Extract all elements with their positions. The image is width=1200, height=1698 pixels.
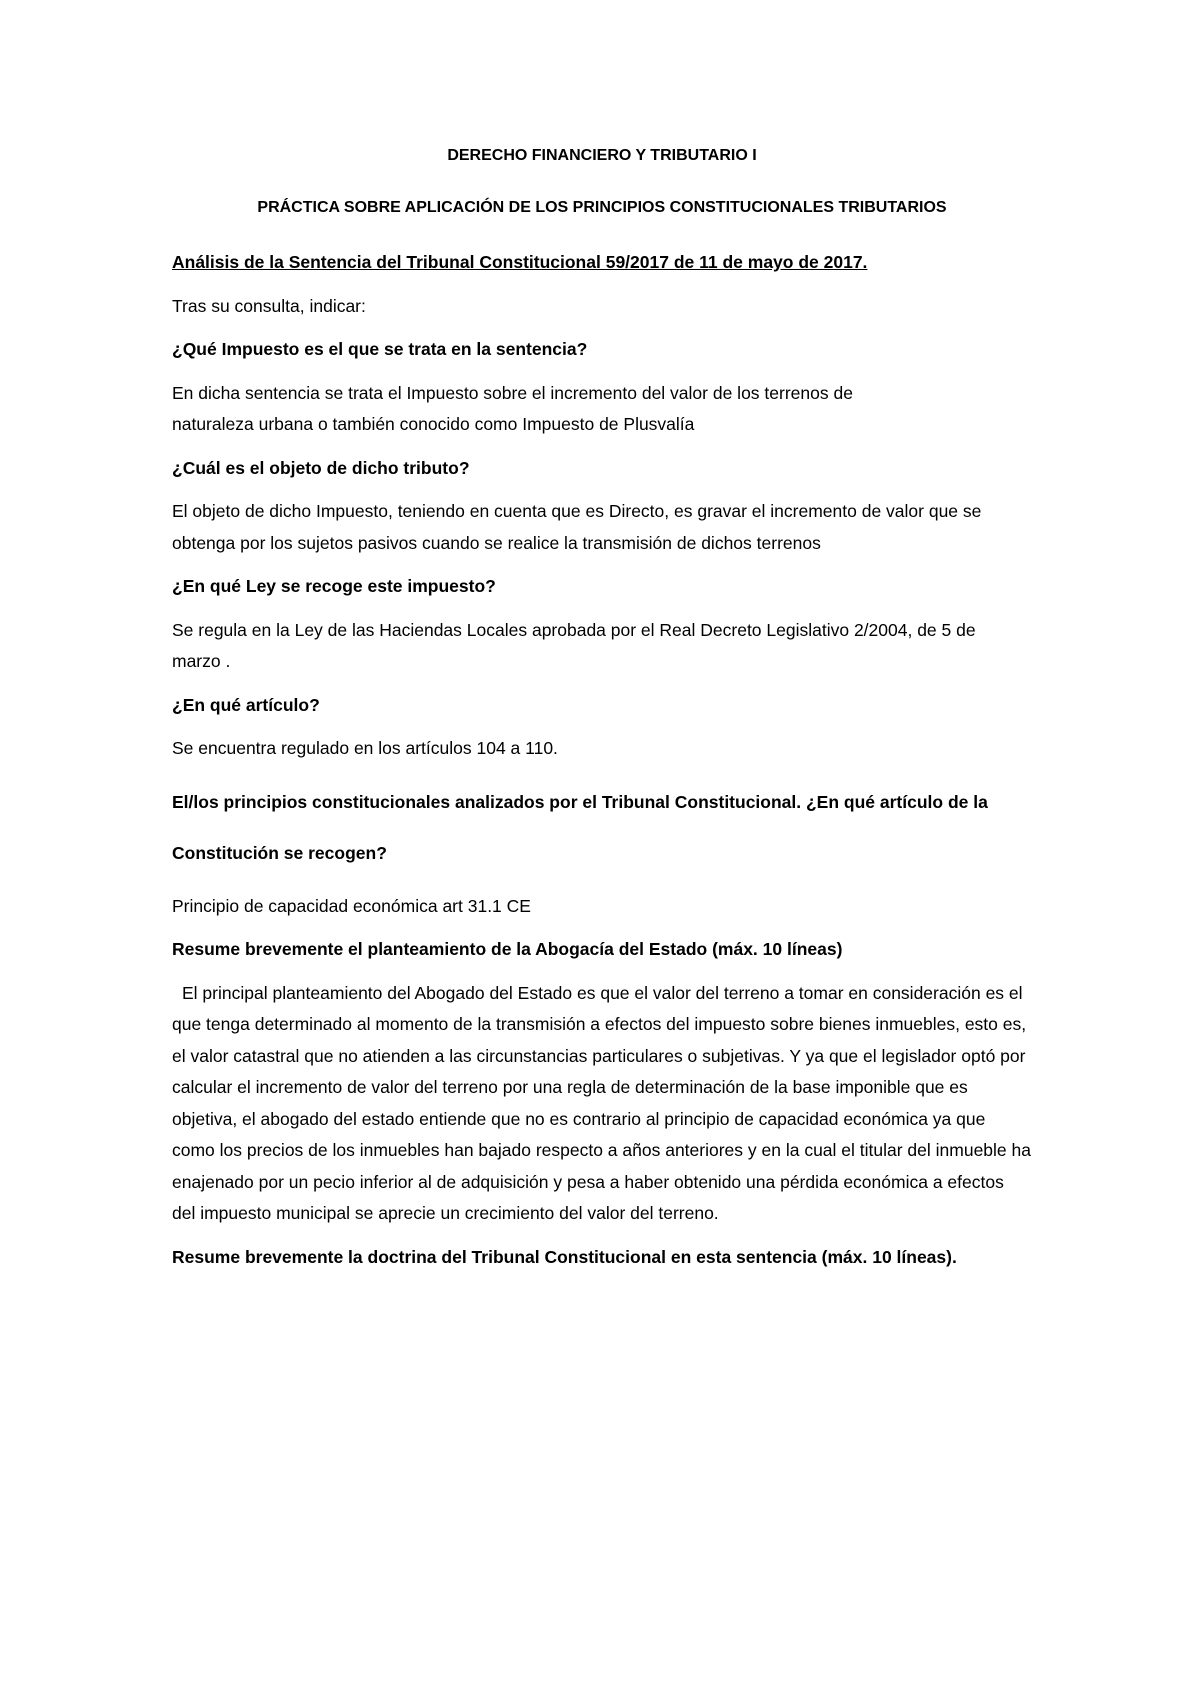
document-page	[172, 146, 1032, 1273]
question-1: ¿Qué Impuesto es el que se trata en la sentencia?	[172, 339, 588, 359]
answer-4: Se encuentra regulado en los artículos 104 a 110.	[172, 738, 558, 758]
answer-1: En dicha sentencia se trata el Impuesto sobre el incremento del valor de los terrenos de naturaleza urbana o también conocido como Impuesto de Plusvalía	[172, 382, 853, 434]
answer-6: El principal planteamiento del Abogado del Estado es que el valor del terreno a tomar en consideración es el que tenga determinado al momento de la transmisión a efectos del impuesto sobre bienes inmuebles, esto es, el valor catastral que no atienden a las circunstancias particulares o subjetivas. Y ya que el legislador optó por calcular el incremento de valor del terreno por una regla de determinación de la base imponible que es objetiva, el abogado del estado entiende que no es contrario al principio de capacidad económica ya que como los precios de los inmuebles han bajado respecto a años anteriores y en la cual el titular del inmueble ha enajenado por un pecio inferior al de adquisición y pesa a haber obtenido una pérdida económica a efectos del impuesto municipal se aprecie un crecimiento del valor del terreno.	[172, 982, 1031, 1223]
analysis-heading: Análisis de la Sentencia del Tribunal Constitucional 59/2017 de 11 de mayo de 2017.	[172, 252, 868, 272]
practice-title: PRÁCTICA SOBRE APLICACIÓN DE LOS PRINCIPIOS CONSTITUCIONALES TRIBUTARIOS	[257, 199, 947, 216]
answer-3: Se regula en la Ley de las Haciendas Locales aprobada por el Real Decreto Legislativo 2/2004, de 5 de marzo .	[172, 619, 976, 671]
question-2: ¿Cuál es el objeto de dicho tributo?	[172, 457, 470, 478]
question-7: Resume brevemente la doctrina del Tribunal Constitucional en esta sentencia (máx. 10 líneas).	[172, 1246, 957, 1267]
answer-5: Principio de capacidad económica art 31.1 CE	[172, 895, 531, 916]
answer-2: El objeto de dicho Impuesto, teniendo en cuenta que es Directo, es gravar el incremento de valor que se obtenga por los sujetos pasivos cuando se realice la transmisión de dichos terrenos	[172, 501, 982, 553]
question-3: ¿En qué Ley se recoge este impuesto?	[172, 576, 496, 596]
question-4: ¿En qué artículo?	[172, 694, 320, 715]
question-5: El/los principios constitucionales analizados por el Tribunal Constitucional. ¿En qué artículo de la Constitución se recogen?	[172, 791, 988, 863]
course-title: DERECHO FINANCIERO Y TRIBUTARIO I	[447, 147, 757, 164]
question-6: Resume brevemente el planteamiento de la Abogacía del Estado (máx. 10 líneas)	[172, 939, 843, 959]
intro-text: Tras su consulta, indicar:	[172, 295, 366, 316]
